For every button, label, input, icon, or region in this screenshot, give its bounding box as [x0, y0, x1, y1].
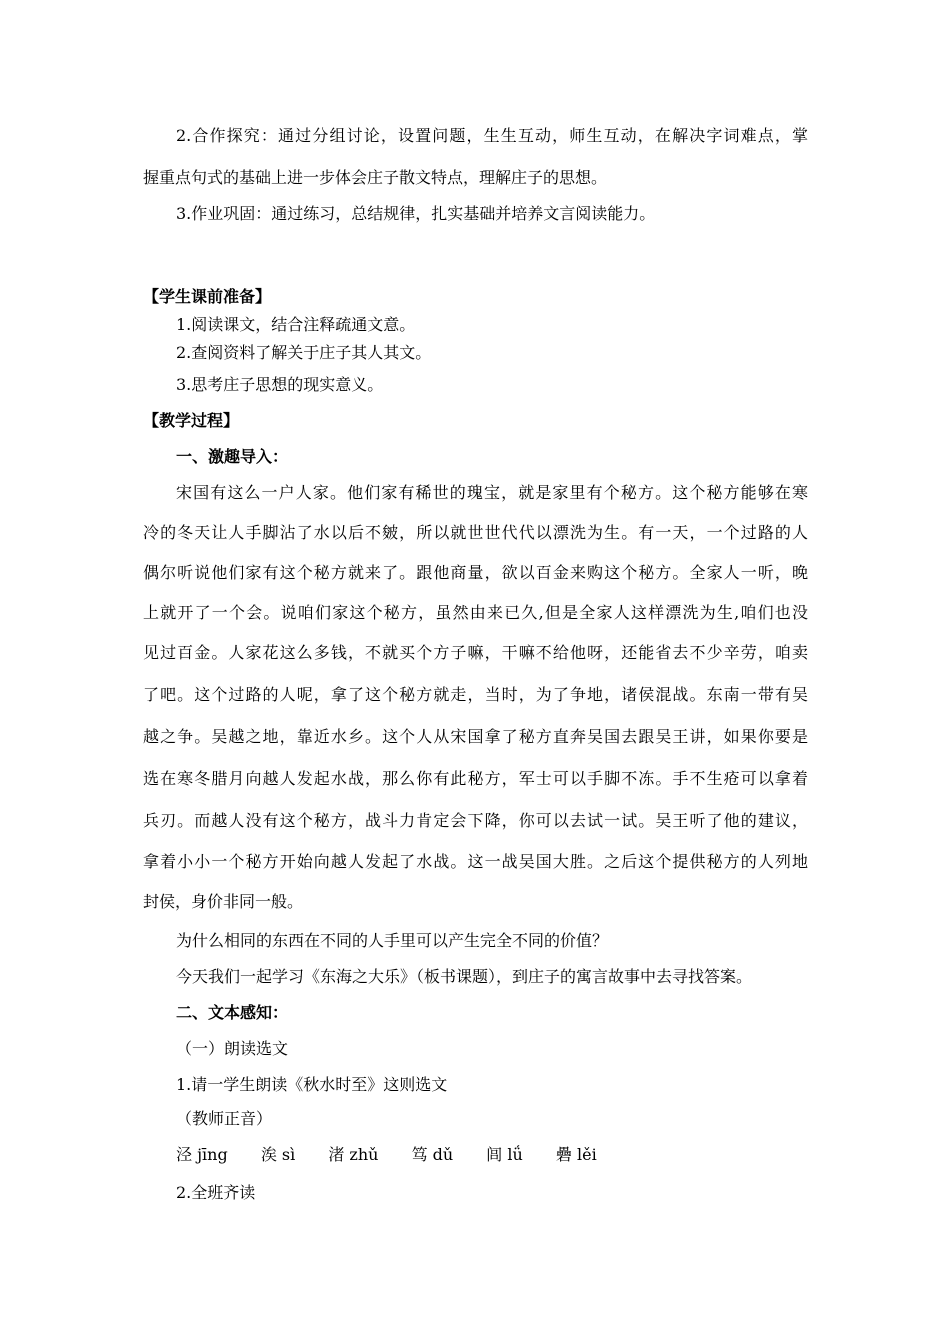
teacher-note: （教师正音） — [176, 1109, 273, 1128]
read-heading: （一）朗读选文 — [176, 1039, 289, 1058]
prep-item-1: 1.阅读课文，结合注释疏通文意。 — [176, 315, 416, 334]
story-line-9: 兵刃。而越人没有这个秘方，战斗力肯定会下降，你可以去试一试。吴王听了他的建议， — [143, 811, 808, 830]
process-heading: 【教学过程】 — [143, 411, 240, 430]
prep-item-2: 2.查阅资料了解关于庄子其人其文。 — [176, 343, 432, 362]
pinyin-item: 泾 jīng — [176, 1145, 228, 1164]
story-line-2: 冷的冬天让人手脚沾了水以后不皴，所以就世世代代以漂洗为生。有一天，一个过路的人 — [143, 523, 808, 542]
goal-item-3: 3.作业巩固：通过练习，总结规律，扎实基础并培养文言阅读能力。 — [176, 204, 656, 223]
story-line-3: 偶尔听说他们家有这个秘方就来了。跟他商量，欲以百金来购这个秘方。全家人一听，晚 — [143, 563, 808, 582]
prep-item-3: 3.思考庄子思想的现实意义。 — [176, 375, 384, 394]
perception-heading: 二、文本感知： — [176, 1003, 289, 1022]
question-line: 为什么相同的东西在不同的人手里可以产生完全不同的价值？ — [176, 931, 609, 950]
story-line-10: 拿着小小一个秘方开始向越人发起了水战。这一战吴国大胜。之后这个提供秘方的人列地 — [143, 852, 808, 871]
pinyin-item: 涘 sì — [260, 1145, 296, 1164]
story-line-1: 宋国有这么一户人家。他们家有稀世的瑰宝，就是家里有个秘方。这个秘方能够在寒 — [176, 483, 808, 502]
story-line-11: 封侯，身价非同一般。 — [143, 892, 304, 911]
pinyin-item: 笃 dǔ — [411, 1145, 454, 1164]
story-line-8: 选在寒冬腊月向越人发起水战，那么你有此秘方，军士可以手脚不冻。手不生疮可以拿着 — [143, 769, 808, 788]
goal-item-2-line-2: 握重点句式的基础上进一步体会庄子散文特点，理解庄子的思想。 — [143, 168, 608, 187]
read-item-2: 2.全班齐读 — [176, 1183, 256, 1202]
goal-item-2-line-1: 2.合作探究：通过分组讨论，设置问题，生生互动，师生互动，在解决字词难点，掌 — [176, 126, 808, 145]
pinyin-item: 闾 lǘ — [486, 1145, 523, 1164]
story-line-7: 越之争。吴越之地，靠近水乡。这个人从宋国拿了秘方直奔吴国去跟吴王讲，如果你要是 — [143, 727, 808, 746]
story-line-5: 见过百金。人家花这么多钱，不就买个方子嘛，干嘛不给他呀，还能省去不少辛劳，咱卖 — [143, 643, 808, 662]
read-item-1: 1.请一学生朗读《秋水时至》这则选文 — [176, 1075, 448, 1094]
story-line-6: 了吧。这个过路的人呢，拿了这个秘方就走，当时，为了争地，诸侯混战。东南一带有吴 — [143, 685, 808, 704]
pinyin-item: 渚 zhǔ — [328, 1145, 379, 1164]
pinyin-item: 礨 lěi — [555, 1145, 597, 1164]
intro-heading: 一、激趣导入： — [176, 447, 289, 466]
prep-heading: 【学生课前准备】 — [143, 287, 272, 306]
pinyin-list — [176, 1144, 625, 1166]
story-line-4: 上就开了一个会。说咱们家这个秘方，虽然由来已久,但是全家人这样漂洗为生,咱们也没 — [143, 603, 808, 622]
today-line: 今天我们一起学习《东海之大乐》（板书课题），到庄子的寓言故事中去寻找答案。 — [176, 967, 753, 986]
